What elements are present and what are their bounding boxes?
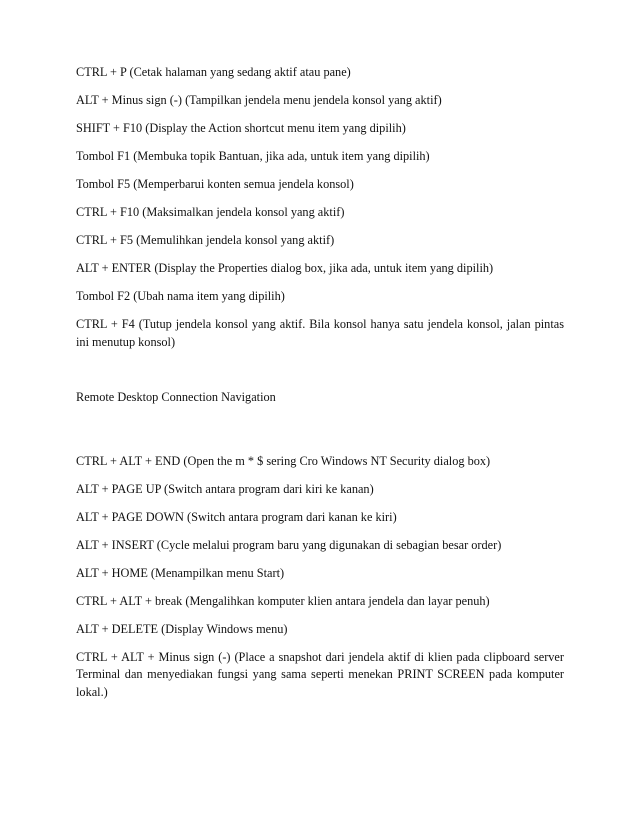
shortcut-ctrl-alt-minus: CTRL + ALT + Minus sign (-) (Place a snapshot dari jendela aktif di klien pada clipboard server Terminal dan menyediakan fungsi yang sama seperti menekan PRINT SCREEN pada komputer lokal.) <box>76 649 564 699</box>
document-page <box>76 64 564 712</box>
shortcut-ctrl-p: CTRL + P (Cetak halaman yang sedang aktif atau pane) <box>76 65 351 79</box>
shortcut-alt-home: ALT + HOME (Menampilkan menu Start) <box>76 565 285 580</box>
shortcut-f1: Tombol F1 (Membuka topik Bantuan, jika ada, untuk item yang dipilih) <box>76 149 430 163</box>
shortcut-alt-page-down: ALT + PAGE DOWN (Switch antara program dari kanan ke kiri) <box>76 509 397 524</box>
shortcut-f5: Tombol F5 (Memperbarui konten semua jendela konsol) <box>76 177 354 191</box>
shortcut-alt-minus: ALT + Minus sign (-) (Tampilkan jendela menu jendela konsol yang aktif) <box>76 93 442 107</box>
shortcut-ctrl-f4: CTRL + F4 (Tutup jendela konsol yang aktif. Bila konsol hanya satu jendela konsol, jalan pintas ini menutup konsol) <box>76 317 564 349</box>
shortcut-alt-delete: ALT + DELETE (Display Windows menu) <box>76 621 288 636</box>
shortcut-f2: Tombol F2 (Ubah nama item yang dipilih) <box>76 289 285 303</box>
shortcut-ctrl-f10: CTRL + F10 (Maksimalkan jendela konsol yang aktif) <box>76 205 345 219</box>
shortcut-alt-page-up: ALT + PAGE UP (Switch antara program dari kiri ke kanan) <box>76 481 374 496</box>
shortcut-alt-enter: ALT + ENTER (Display the Properties dialog box, jika ada, untuk item yang dipilih) <box>76 261 494 275</box>
shortcut-ctrl-alt-end: CTRL + ALT + END (Open the m * $ sering Cro Windows NT Security dialog box) <box>76 453 491 468</box>
shortcut-shift-f10: SHIFT + F10 (Display the Action shortcut menu item yang dipilih) <box>76 121 406 135</box>
shortcut-alt-insert: ALT + INSERT (Cycle melalui program baru yang digunakan di sebagian besar order) <box>76 537 502 552</box>
shortcut-ctrl-f5: CTRL + F5 (Memulihkan jendela konsol yang aktif) <box>76 233 335 247</box>
shortcut-ctrl-alt-break: CTRL + ALT + break (Mengalihkan komputer klien antara jendela dan layar penuh) <box>76 593 490 608</box>
section-heading: Remote Desktop Connection Navigation <box>76 390 276 404</box>
